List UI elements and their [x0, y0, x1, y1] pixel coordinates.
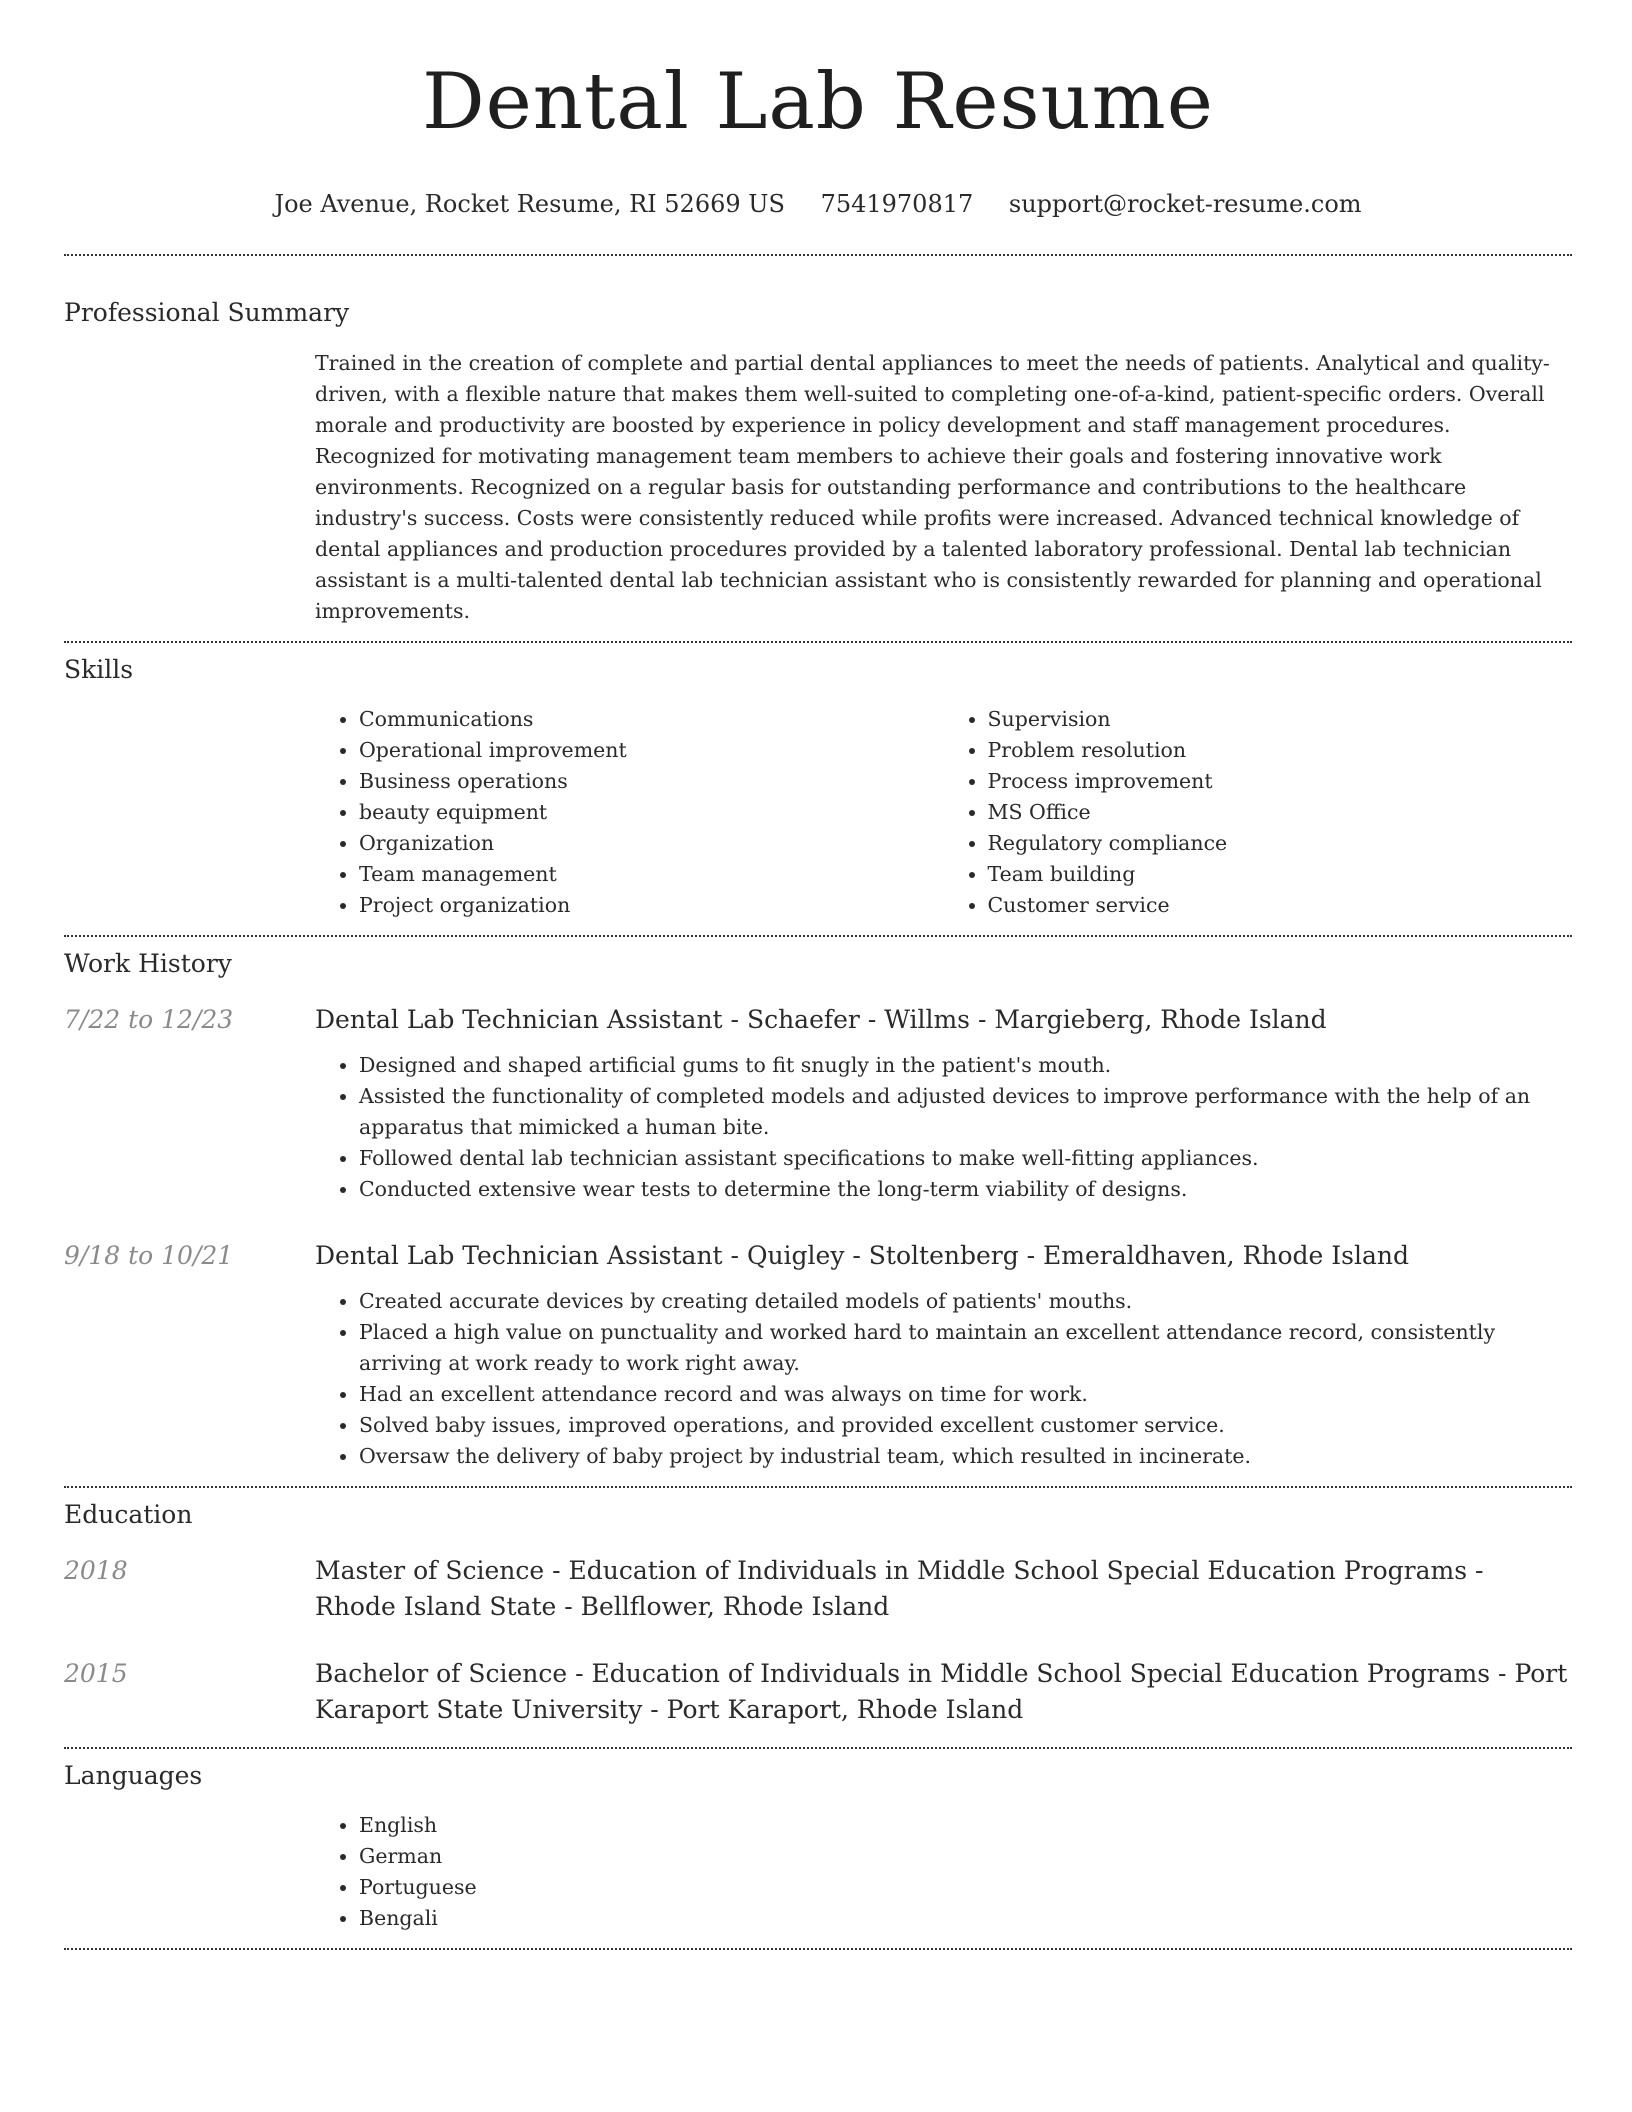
email-link[interactable]: support@rocket-resume.com: [1008, 190, 1362, 218]
skill-item: • Team management: [359, 859, 944, 890]
education-entry: [64, 1656, 1572, 1728]
education-section: [64, 1488, 1572, 1728]
job-bullet: • Designed and shaped artificial gums to fit snugly in the patient's mouth.: [359, 1050, 1572, 1081]
job-bullet: • Solved baby issues, improved operations, and provided excellent customer service.: [359, 1410, 1572, 1441]
skill-item: • beauty equipment: [359, 797, 944, 828]
school-details: - Rhode Island State - Bellflower, Rhode Island: [315, 1556, 1484, 1621]
skill-item: • Customer service: [988, 890, 1573, 921]
skill-item: • Business operations: [359, 766, 944, 797]
section-title-skills: Skills: [64, 655, 134, 684]
job-title: Dental Lab Technician Assistant: [315, 1241, 723, 1270]
section-title-education: Education: [64, 1500, 193, 1529]
divider: [64, 1948, 1572, 1950]
education-year: 2018: [64, 1556, 128, 1585]
skill-item: • MS Office: [988, 797, 1573, 828]
job-dates: 9/18 to 10/21: [64, 1241, 234, 1270]
job-bullet: • Followed dental lab technician assistant specifications to make well-fitting appliances.: [359, 1143, 1572, 1174]
education-entry: [64, 1553, 1572, 1625]
section-title-languages: Languages: [64, 1761, 203, 1790]
skill-item: • Organization: [359, 828, 944, 859]
languages-list: [315, 1810, 1572, 1934]
address: Joe Avenue, Rocket Resume, RI 52669 US: [274, 190, 785, 218]
degree-title: Bachelor of Science - Education of Individuals in Middle School Special Education Programs: [315, 1659, 1491, 1688]
contact-line: [64, 188, 1572, 220]
job-title: Dental Lab Technician Assistant: [315, 1005, 723, 1034]
resume-name: Dental Lab Resume: [422, 57, 1214, 147]
job-heading: [315, 1238, 1572, 1274]
job-heading: [315, 1002, 1572, 1038]
job-bullet: • Oversaw the delivery of baby project by industrial team, which resulted in incinerate.: [359, 1441, 1572, 1472]
skills-list-left: [315, 704, 944, 921]
education-year: 2015: [64, 1659, 128, 1688]
job-entry: [64, 1238, 1572, 1472]
skill-item: • Team building: [988, 859, 1573, 890]
language-item: • Bengali: [359, 1903, 1572, 1934]
job-bullet: • Assisted the functionality of completed models and adjusted devices to improve performance with the help of an apparatus that mimicked a human bite.: [359, 1081, 1572, 1143]
job-entry: [64, 1002, 1572, 1205]
job-dates: 7/22 to 12/23: [64, 1005, 234, 1034]
job-details: - Quigley - Stoltenberg - Emeraldhaven, Rhode Island: [722, 1241, 1410, 1270]
skill-item: • Supervision: [988, 704, 1573, 735]
phone: 7541970817: [820, 190, 974, 218]
resume-page: [64, 0, 1572, 1950]
job-bullet: • Conducted extensive wear tests to determine the long-term viability of designs.: [359, 1174, 1572, 1205]
job-bullet: • Had an excellent attendance record and was always on time for work.: [359, 1379, 1572, 1410]
job-bullet: • Placed a high value on punctuality and worked hard to maintain an excellent attendance record, consistently arriving at work ready to work right away.: [359, 1317, 1572, 1379]
education-heading: [315, 1553, 1572, 1625]
section-title-work: Work History: [64, 949, 232, 978]
degree-title: Master of Science - Education of Individuals in Middle School Special Education Programs: [315, 1556, 1468, 1585]
work-section: [64, 937, 1572, 1472]
skill-item: • Operational improvement: [359, 735, 944, 766]
skills-section: [64, 643, 1572, 921]
skill-item: • Project organization: [359, 890, 944, 921]
language-item: • Portuguese: [359, 1872, 1572, 1903]
skill-item: • Problem resolution: [988, 735, 1573, 766]
summary-section: [64, 256, 1572, 627]
job-bullets: [315, 1286, 1572, 1472]
job-bullet: • Created accurate devices by creating detailed models of patients' mouths.: [359, 1286, 1572, 1317]
skill-item: • Process improvement: [988, 766, 1573, 797]
skill-item: • Regulatory compliance: [988, 828, 1573, 859]
summary-text: Trained in the creation of complete and partial dental appliances to meet the needs of patients. Analytical and quality-driven, with a flexible nature that makes them well-suited to completing one-of-a-kind, patient-specific orders. Overall morale and productivity are boosted by experience in policy development and staff management procedures. Recognized for motivating management team members to achieve their goals and fostering innovative work environments. Recognized on a regular basis for outstanding performance and contributions to the healthcare industry's success. Costs were consistently reduced while profits were increased. Advanced technical knowledge of dental appliances and production procedures provided by a talented laboratory professional. Dental lab technician assistant is a multi-talented dental lab technician assistant who is consistently rewarded for planning and operational improvements.: [315, 351, 1550, 623]
section-title-summary: Professional Summary: [64, 298, 350, 327]
job-bullets: [315, 1050, 1572, 1205]
skill-item: • Communications: [359, 704, 944, 735]
language-item: • German: [359, 1841, 1572, 1872]
school-details: - Port Karaport State University - Port Karaport, Rhode Island: [315, 1659, 1568, 1724]
skills-list-right: [944, 704, 1573, 921]
languages-section: [64, 1749, 1572, 1934]
job-details: - Schaefer - Willms - Margieberg, Rhode Island: [722, 1005, 1327, 1034]
language-item: • English: [359, 1810, 1572, 1841]
education-heading: [315, 1656, 1572, 1728]
